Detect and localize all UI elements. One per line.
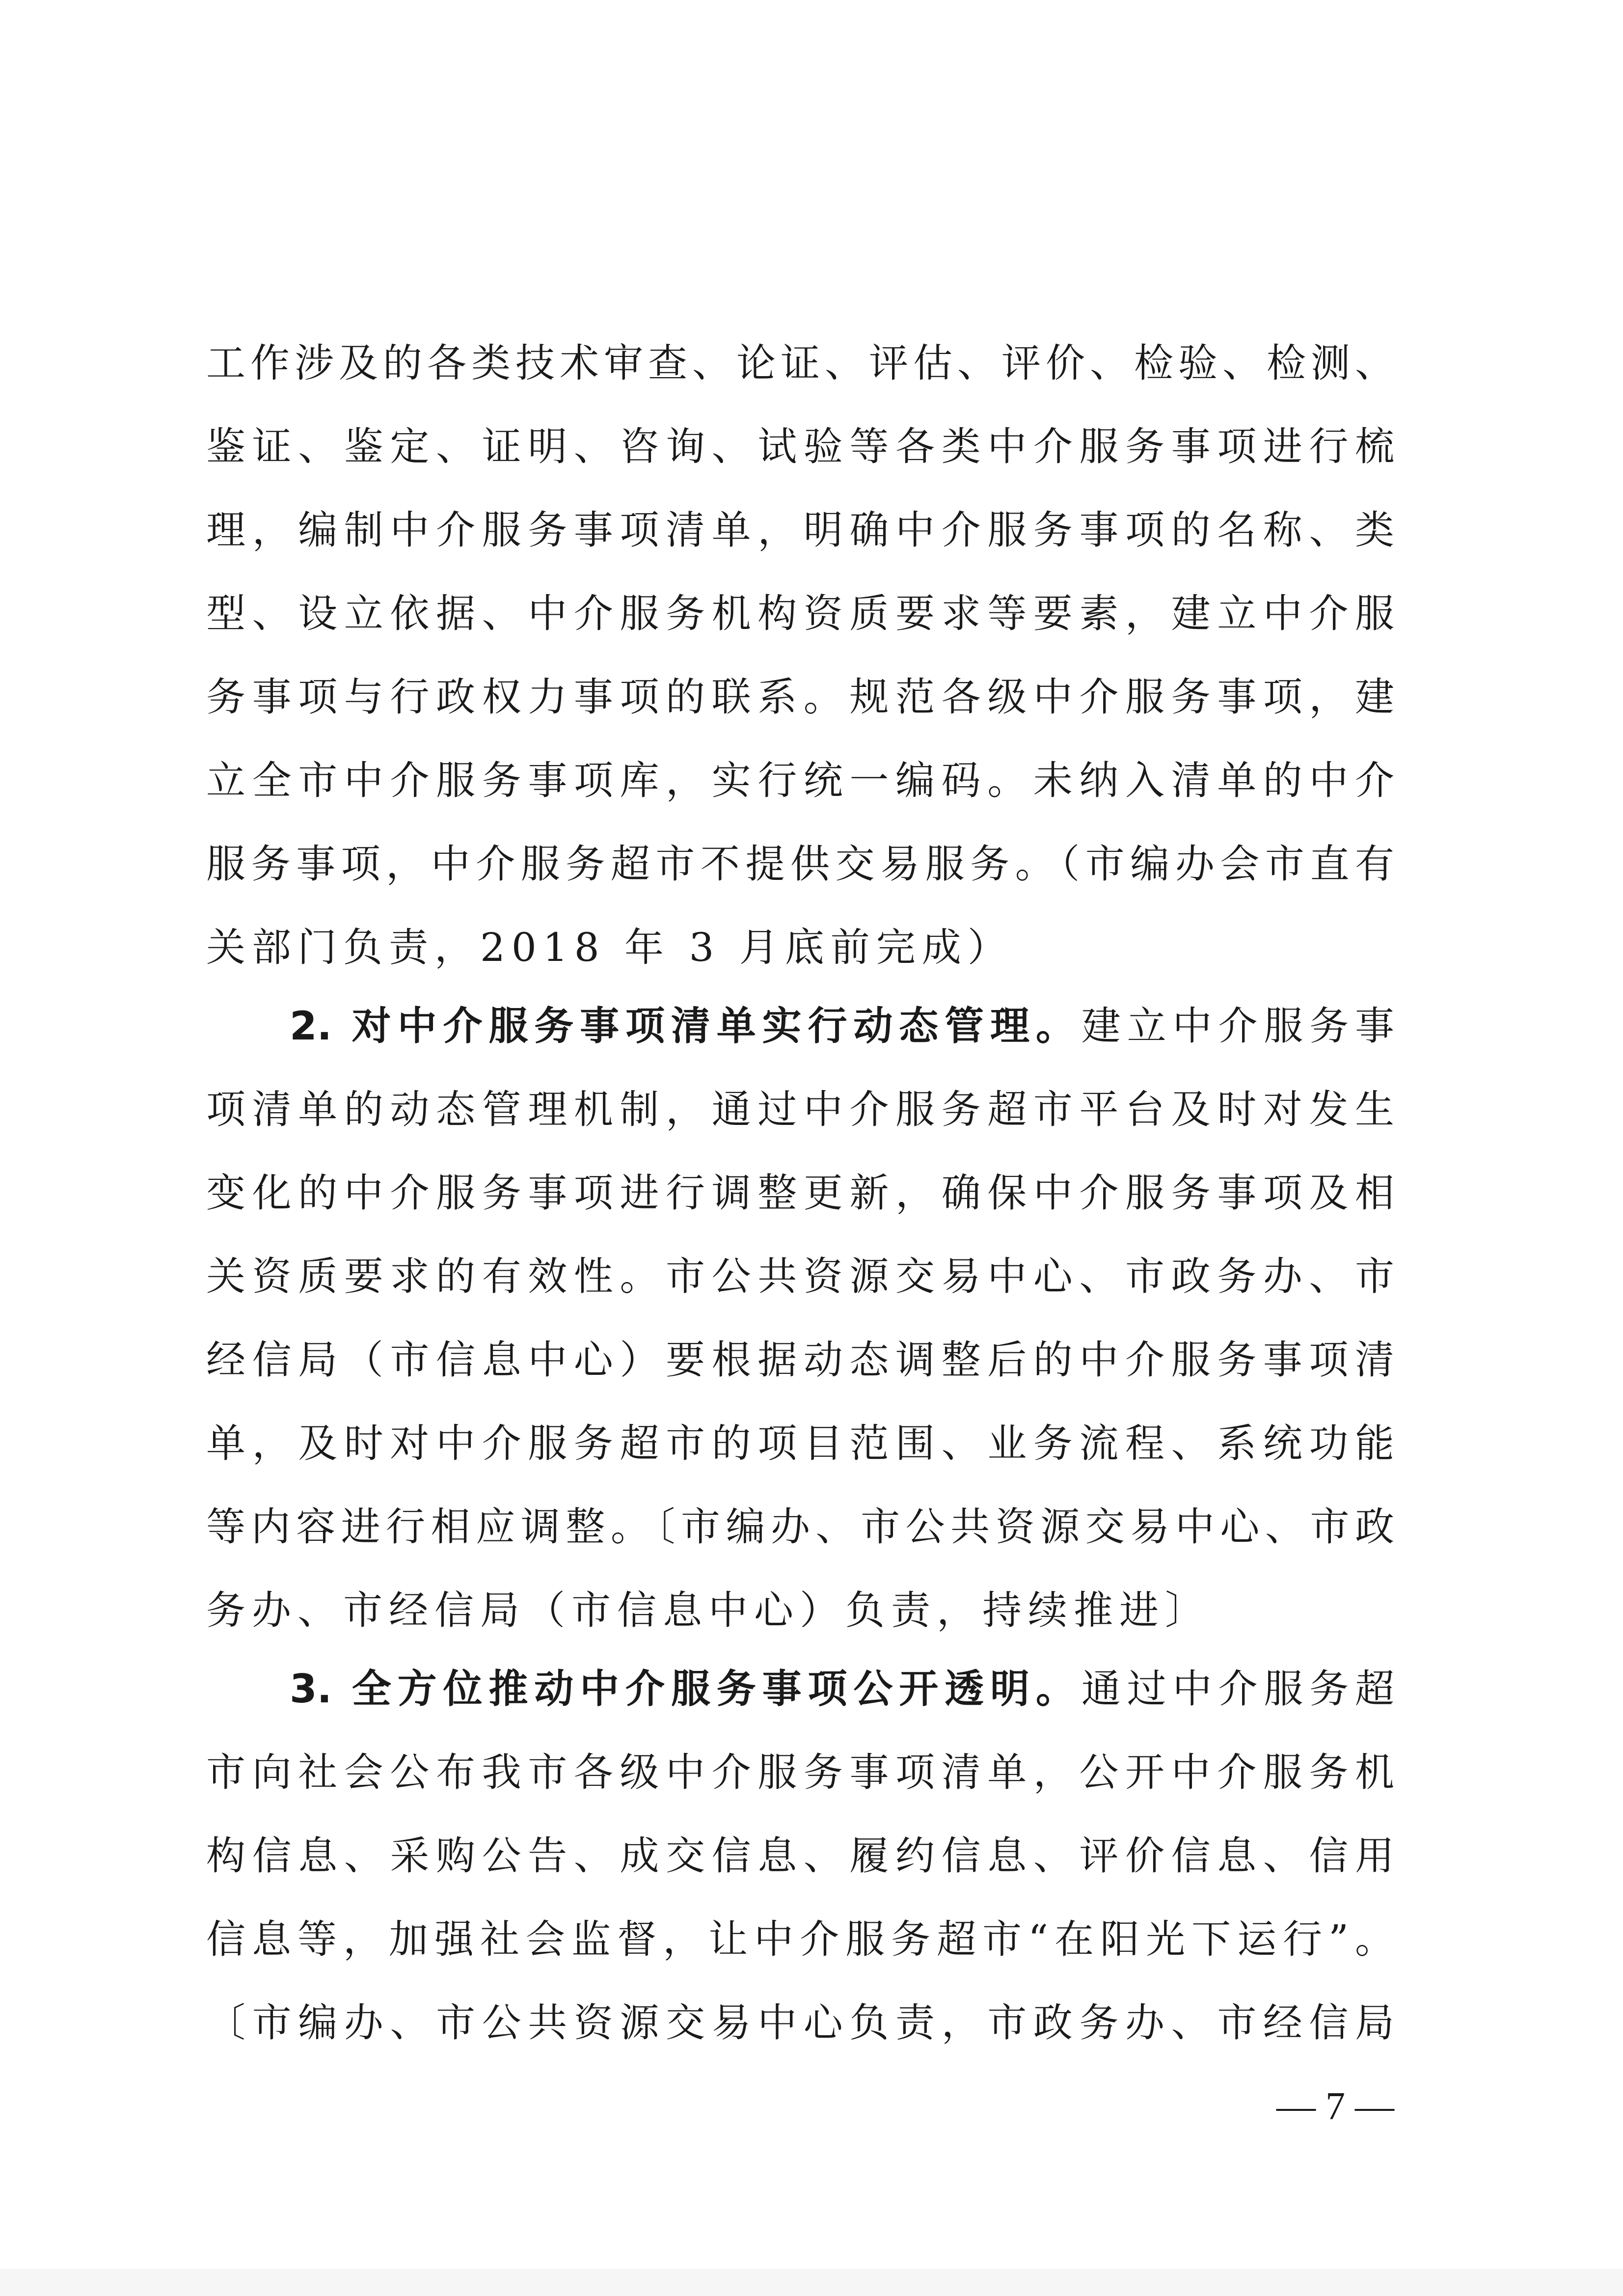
- body-line: 等内容进行相应调整。〔市编办、市公共资源交易中心、市政: [206, 1504, 1394, 1550]
- body-line: 构信息、采购公告、成交信息、履约信息、评价信息、信用: [206, 1833, 1394, 1879]
- body-line: 市向社会公布我市各级中介服务事项清单，公开中介服务机: [206, 1749, 1394, 1795]
- item-2-heading: 2. 对中介服务事项清单实行动态管理。: [290, 1003, 1082, 1049]
- item-3-heading: 3. 全方位推动中介服务事项公开透明。: [290, 1666, 1082, 1712]
- body-line: 〔市编办、市公共资源交易中心负责，市政务办、市经信局: [206, 2000, 1394, 2046]
- body-line: 变化的中介服务事项进行调整更新，确保中介服务事项及相: [206, 1170, 1394, 1216]
- body-line: 项清单的动态管理机制，通过中介服务超市平台及时对发生: [206, 1087, 1394, 1132]
- item-3-first-line: [290, 1665, 1394, 1714]
- body-line: 立全市中介服务事项库，实行统一编码。未纳入清单的中介: [206, 758, 1394, 803]
- body-line: 关资质要求的有效性。市公共资源交易中心、市政务办、市: [206, 1254, 1394, 1299]
- body-line: 经信局（市信息中心）要根据动态调整后的中介服务事项清: [206, 1337, 1394, 1383]
- page-number: — 7 —: [1276, 2085, 1394, 2128]
- body-line: 型、设立依据、中介服务机构资质要求等要素，建立中介服: [206, 591, 1394, 636]
- body-line: 务办、市经信局（市信息中心）负责，持续推进〕: [206, 1587, 1211, 1633]
- body-line: 鉴证、鉴定、证明、咨询、试验等各类中介服务事项进行梳: [206, 424, 1394, 469]
- scan-bottom-edge: [0, 2269, 1623, 2296]
- item-2-first-line-text: 建立中介服务事: [1081, 1003, 1395, 1049]
- item-2-first-line: [290, 1002, 1394, 1051]
- item-3-first-line-text: 通过中介服务超: [1081, 1666, 1395, 1712]
- body-line: 单，及时对中介服务超市的项目范围、业务流程、系统功能: [206, 1421, 1394, 1466]
- body-line: 理，编制中介服务事项清单，明确中介服务事项的名称、类: [206, 507, 1394, 553]
- body-line: 务事项与行政权力事项的联系。规范各级中介服务事项，建: [206, 674, 1394, 720]
- body-line: 服务事项，中介服务超市不提供交易服务。（市编办会市直有: [206, 841, 1394, 887]
- body-line: 信息等，加强社会监督，让中介服务超市“在阳光下运行”。: [206, 1916, 1394, 1962]
- body-line: 工作涉及的各类技术审查、论证、评估、评价、检验、检测、: [206, 340, 1394, 386]
- body-line: 关部门负责，2018 年 3 月底前完成）: [206, 925, 1013, 970]
